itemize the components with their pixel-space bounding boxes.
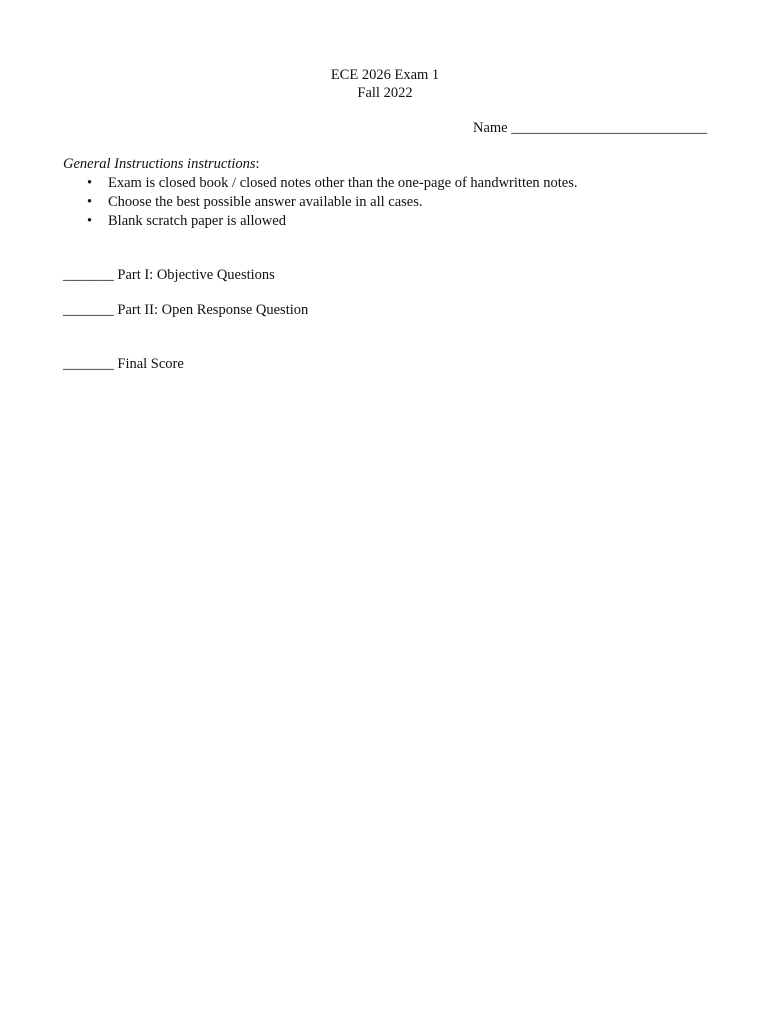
score-line-part2 (63, 301, 308, 319)
score-blank: _______ (63, 356, 114, 372)
instructions-heading-text: General Instructions instructions (63, 156, 256, 172)
instruction-list (63, 174, 578, 231)
score-label: Part I: Objective Questions (117, 267, 275, 283)
bullet-icon: • (87, 175, 93, 191)
name-blank: ___________________________ (511, 120, 707, 136)
instruction-text: Blank scratch paper is allowed (108, 213, 286, 229)
score-label: Part II: Open Response Question (117, 302, 309, 318)
exam-term: Fall 2022 (357, 85, 413, 101)
exam-title: ECE 2026 Exam 1 (330, 67, 440, 83)
list-item (63, 212, 578, 231)
instruction-text: Choose the best possible answer available in all cases. (108, 194, 423, 210)
score-line-part1 (63, 266, 275, 284)
bullet-icon: • (87, 194, 93, 210)
instruction-text: Exam is closed book / closed notes other than the one-page of handwritten notes. (108, 175, 578, 191)
score-line-final (63, 355, 184, 373)
score-blank: _______ (63, 302, 114, 318)
score-blank: _______ (63, 267, 114, 283)
score-label: Final Score (117, 356, 184, 372)
instructions-heading (63, 155, 260, 173)
list-item (63, 193, 578, 212)
name-field (473, 119, 707, 137)
list-item (63, 174, 578, 193)
instructions-heading-colon: : (255, 156, 260, 172)
bullet-icon: • (87, 213, 93, 229)
name-label: Name (473, 120, 508, 136)
